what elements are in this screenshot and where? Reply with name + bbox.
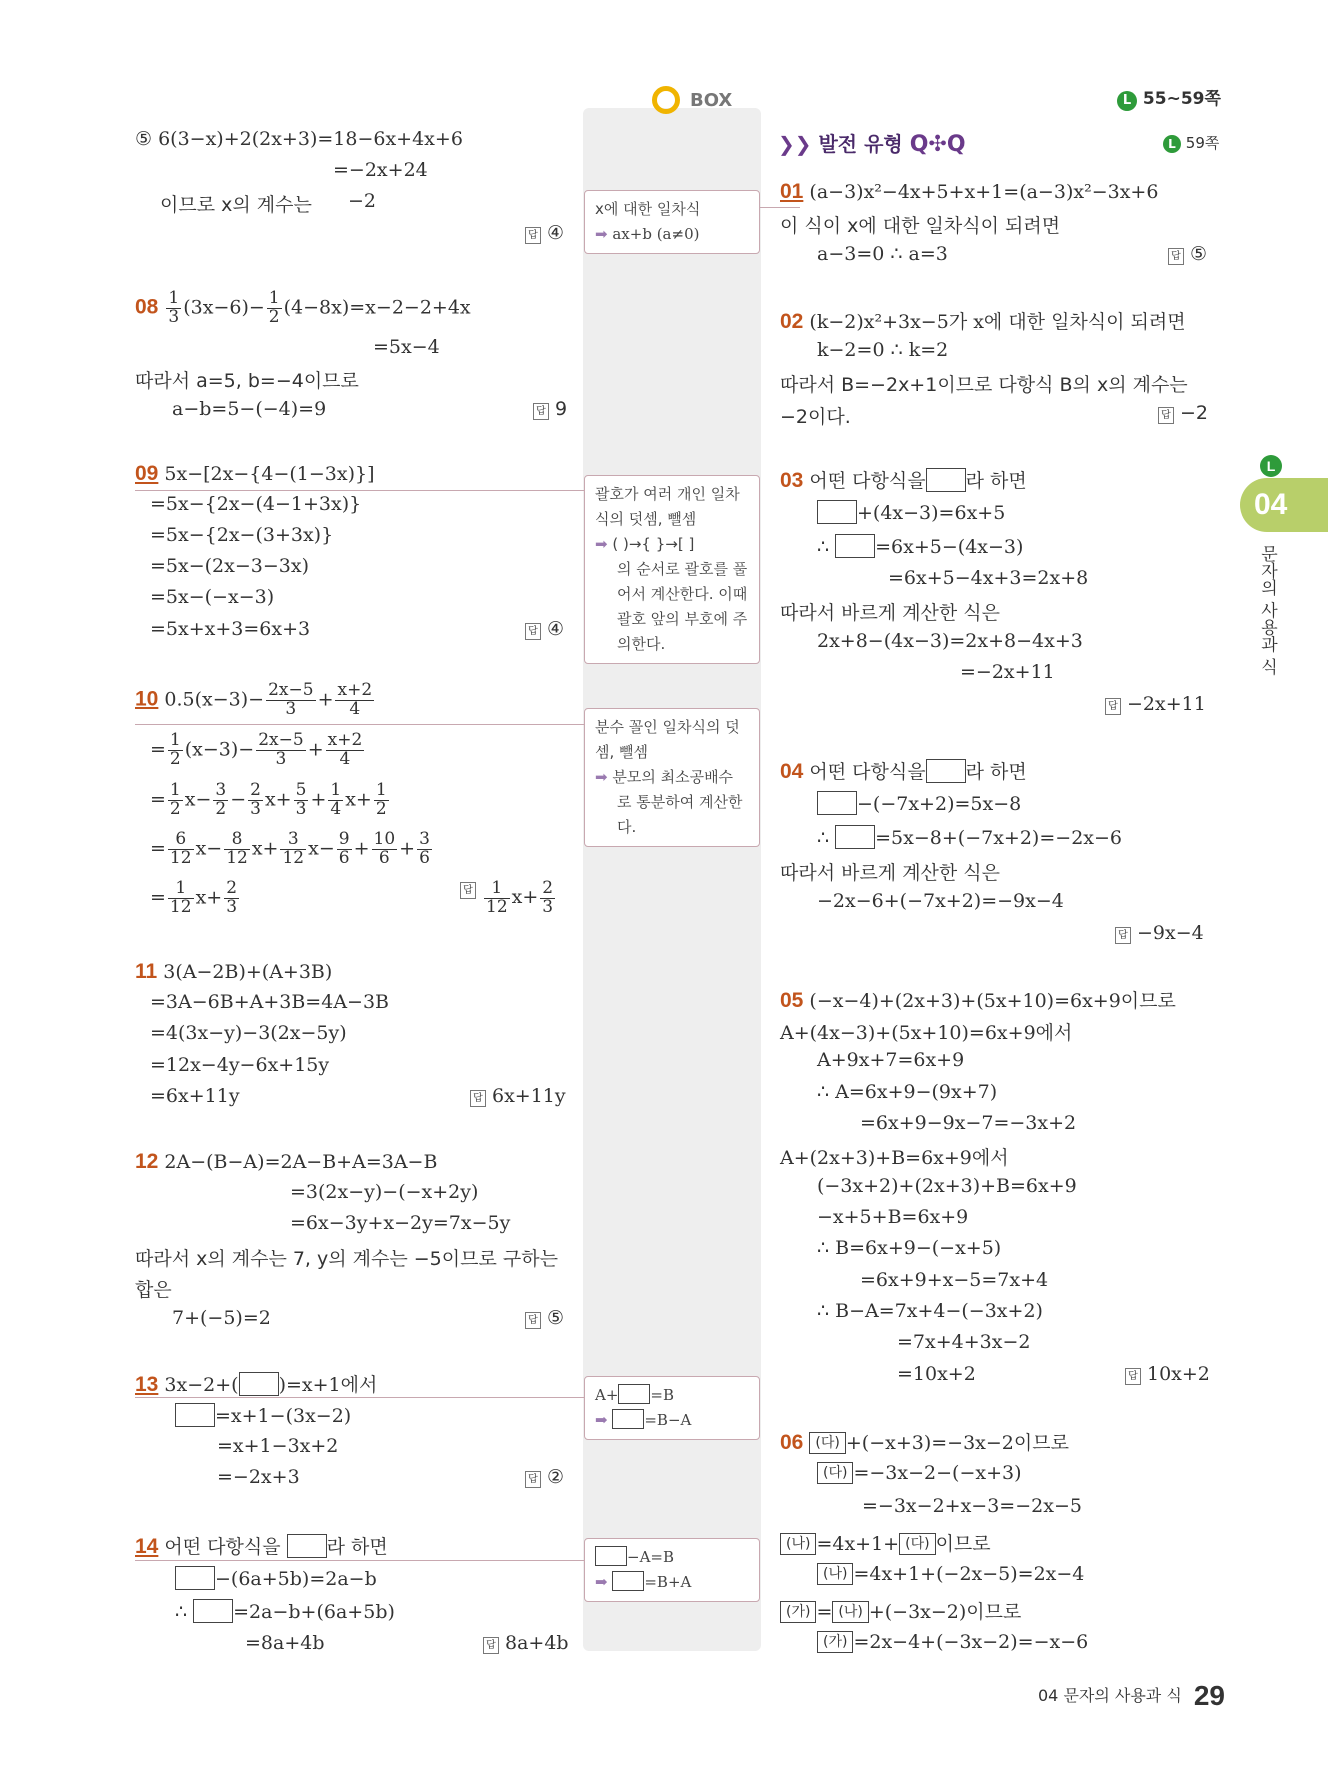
answer: 답 ② xyxy=(525,1466,564,1488)
math-text: x+ xyxy=(511,886,539,909)
fraction: $\frac{8}{12}$ xyxy=(226,829,248,868)
footer: $^{04 문자의 사용과 식}$ 29 xyxy=(1038,1680,1226,1711)
answer-icon: 답 xyxy=(525,1471,541,1488)
math-text: = xyxy=(150,886,166,909)
math-text: x− xyxy=(195,837,223,860)
fraction: $\frac{6}{12}$ xyxy=(169,829,192,868)
math-text: x− xyxy=(308,837,335,860)
fraction: $\frac{2}{3}$ xyxy=(250,780,261,819)
blank-box xyxy=(926,468,966,492)
math-text: + xyxy=(399,837,416,860)
math-text: x+ xyxy=(345,788,372,811)
memo-add-blank: A+ =B ➡ =B−A xyxy=(584,1376,760,1440)
math-text: = xyxy=(150,837,166,860)
math-text: + xyxy=(353,837,370,860)
answer-icon: 답 xyxy=(483,1637,499,1654)
math-text: + xyxy=(310,788,327,811)
answer-icon: 답 xyxy=(1125,1368,1141,1385)
fraction: $\frac{3}{12}$ xyxy=(282,829,305,868)
blank-box xyxy=(618,1384,650,1404)
math-text: − xyxy=(230,788,247,811)
answer-icon: 답 xyxy=(525,227,541,244)
math-text: x+ xyxy=(251,837,279,860)
answer xyxy=(460,880,557,917)
p10-line5 xyxy=(150,880,241,917)
q-plus-q-icon: Q✣Q xyxy=(909,132,966,157)
fraction: $\frac{1}{2}$ xyxy=(375,780,387,819)
fraction: $\frac{3}{2}$ xyxy=(215,780,227,819)
answer: 답 9 xyxy=(533,398,567,420)
answer: 답 ⑤ xyxy=(525,1307,564,1329)
fraction: $\frac{2}{3}$ xyxy=(226,878,238,917)
memo-sub-blank: −A=B ➡ =B+A xyxy=(584,1538,760,1602)
l-badge: L xyxy=(1117,91,1137,111)
fraction: $\frac{9}{6}$ xyxy=(338,829,350,868)
memo-linear-expression: x에 대한 일차식 ➡ ax+b (a≠0) xyxy=(584,190,760,254)
blank-box xyxy=(612,1571,644,1591)
advanced-ref: L 59쪽 xyxy=(1163,132,1219,153)
blank-box xyxy=(817,791,857,815)
fraction: $\frac{1}{12}$ xyxy=(486,878,508,917)
answer-icon: 답 xyxy=(470,1090,486,1107)
blank-box xyxy=(817,500,857,524)
math-text: = xyxy=(150,788,166,811)
fraction: $\frac{3}{6}$ xyxy=(419,829,430,868)
memo-fractions: 분수 꼴인 일차식의 덧 셈, 뺄셈 ➡ 분모의 최소공배수 로 통분하여 계산한 다. xyxy=(584,708,760,847)
double-chevron-icon: ❯❯ xyxy=(778,132,812,156)
blank-box xyxy=(926,759,966,783)
answer: 답 10x+2 xyxy=(1125,1363,1210,1385)
page-number: 29 xyxy=(1193,1680,1226,1711)
blank-box xyxy=(175,1566,215,1590)
page-range: L 55~59쪽 xyxy=(1117,84,1221,111)
blank-box xyxy=(595,1546,627,1566)
answer-icon: 답 xyxy=(1168,248,1184,265)
blank-box xyxy=(612,1409,644,1429)
fraction: $\frac{1}{4}$ xyxy=(330,780,342,819)
box-header: BOX xyxy=(652,86,732,114)
side-tab-chapter: 04 xyxy=(1240,478,1328,532)
fraction: $\frac{10}{6}$ xyxy=(373,829,396,868)
memo-brackets: 괄호가 여러 개인 일차 식의 덧셈, 뺄셈 ➡ ( )→{ }→[ ] 의 순서로 괄호를 풀 어서 계산한다. 이때 괄호 앞의 부호에 주 의한다. xyxy=(584,475,760,664)
answer: 답 8a+4b xyxy=(483,1632,569,1654)
answer: 답 6x+11y xyxy=(470,1085,566,1107)
fraction: $\frac{1}{12}$ xyxy=(169,878,192,917)
answer-icon: 답 xyxy=(460,882,476,899)
q-icon xyxy=(652,86,680,114)
fraction: $\frac{5}{3}$ xyxy=(295,780,307,819)
p10-line4 xyxy=(150,831,434,868)
side-tab-title: 문자의 사용과 식 xyxy=(1257,545,1277,675)
answer: 답 ⑤ xyxy=(1168,243,1207,265)
blank-box xyxy=(239,1372,279,1396)
answer-icon: 답 xyxy=(525,1312,541,1329)
answer: 답 ④ xyxy=(525,222,564,244)
answer-icon: 답 xyxy=(1158,407,1174,424)
fraction: $\frac{2}{3}$ xyxy=(542,878,554,917)
blank-box xyxy=(175,1403,215,1427)
side-tab-badge: L xyxy=(1260,455,1282,477)
blank-box xyxy=(835,825,875,849)
answer: 답 ④ xyxy=(525,618,564,640)
math-text: x− xyxy=(184,788,212,811)
fraction: $\frac{1}{2}$ xyxy=(169,780,181,819)
advanced-section-header: ❯❯ 발전 유형 Q✣Q xyxy=(778,132,966,157)
blank-box xyxy=(835,534,875,558)
answer-icon: 답 xyxy=(1105,698,1121,715)
answer: 답 −9x−4 xyxy=(1115,922,1204,944)
math-text: x+ xyxy=(195,886,223,909)
answer: 답 −2x+11 xyxy=(1105,693,1206,715)
answer-icon: 답 xyxy=(1115,927,1131,944)
answer-icon: 답 xyxy=(525,623,541,640)
p10-line3 xyxy=(150,782,391,819)
blank-box xyxy=(287,1534,327,1558)
math-text: x+ xyxy=(264,788,292,811)
answer: 답 −2 xyxy=(1158,402,1208,424)
answer-icon: 답 xyxy=(533,403,549,420)
blank-box xyxy=(193,1599,233,1623)
